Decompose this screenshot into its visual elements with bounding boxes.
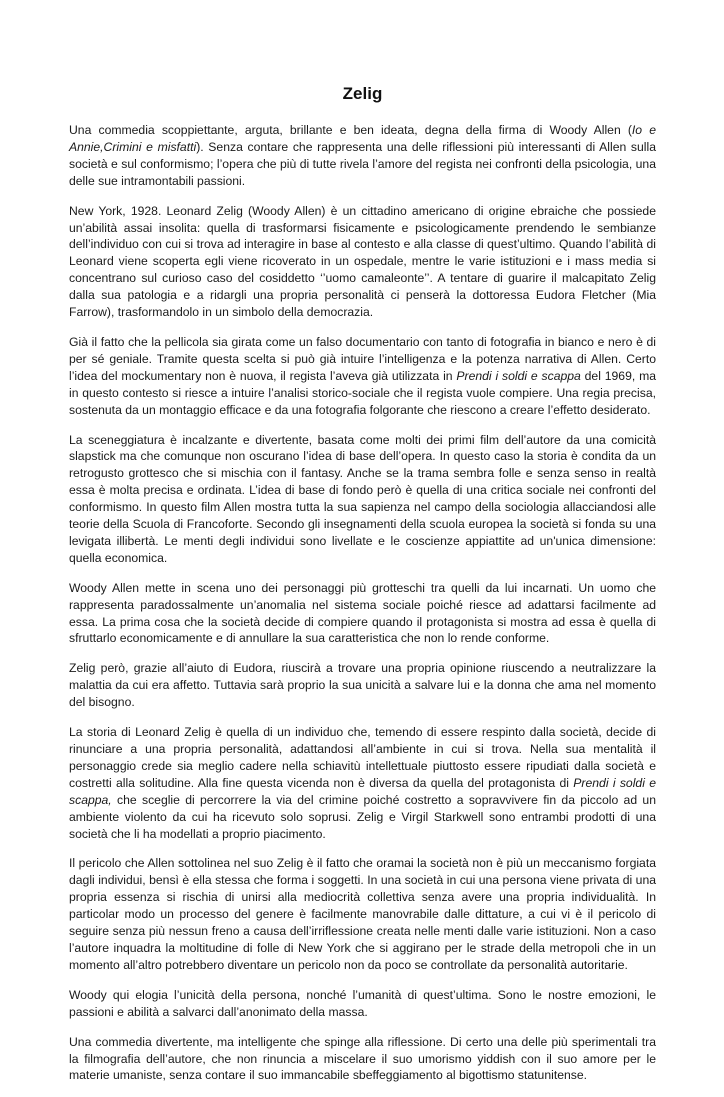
document-page — [69, 84, 656, 1097]
paragraph-4 — [69, 432, 656, 567]
text-run: Una commedia divertente, ma intelligente che spinge alla riflessione. Di certo una delle più sperimentali tra la filmografia dell’autore, che non rinuncia a miscelare il suo umorismo yiddish con il suo amore per le materie umaniste, senza contare il suo immancabile sbeffeggiamento al bigottismo statunitense. — [69, 1034, 656, 1083]
text-run: New York, 1928. Leonard Zelig (Woody Allen) è un cittadino americano di origine ebraiche che possiede un’abilità assai insolita: quella di trasformarsi fisicamente e psicologicamente prendendo le sembianze dell’individuo con cui si trova ad interagire in base al contesto e alla classe di quest’ultimo. Quando l’abilità di Leonard viene scoperta egli viene ricoverato in un ospedale, mentre le varie istituzioni e i mass media si concentrano sul curioso caso del cosiddetto ‘’uomo camaleonte’’. A tentare di guarire il malcapitato Zelig dalla sua patologia e a ridargli una propria personalità ci penserà la dottoressa Eudora Fletcher (Mia Farrow), trasformandolo in un simbolo della democrazia. — [69, 203, 656, 320]
document-title: Zelig — [342, 84, 383, 103]
film-titles: Io e Annie,Crimini e misfatti — [69, 123, 656, 154]
text-run: Zelig però, grazie all’aiuto di Eudora, riuscirà a trovare una propria opinione riuscendo a neutralizzare la malattia da cui era affetto. Tuttavia sarà proprio la sua unicità a salvare lui e la donna che ama nel momento del bisogno. — [69, 661, 656, 710]
text-run: Woody qui elogia l’unicità della persona, nonché l’umanità di quest’ultima. Sono le nostre emozioni, le passioni e abilità a salvarci dall’anonimato della massa. — [69, 987, 656, 1019]
text-run: ). Senza contare che rappresenta una delle riflessioni più interessanti di Allen sulla società e sul conformismo; l’opera che più di tutte rivela l’amore del regista nei confronti della psicologia, una delle sue intramontabili passioni. — [69, 139, 656, 188]
paragraph-2 — [69, 203, 656, 321]
text-run: La storia di Leonard Zelig è quella di un individuo che, temendo di essere respinto dalla società, decide di rinunciare a una propria personalità, adattandosi all’ambiente in cui si trova. Nella sua mentalità il personaggio crede sia meglio cadere nella schiavitù intellettuale piuttosto essere ripudiati dalla società e costretti alla solitudine. Alla fine questa vicenda non è diversa da quella del protagonista di — [69, 725, 656, 790]
paragraph-3 — [69, 334, 656, 419]
text-run: del 1969, ma in questo contesto si riesce a intuire l’analisi storico-sociale che il regista vuole compiere. Una regia precisa, sostenuta da un montaggio efficace e da una fotografia folgorante che riescono a creare l’effetto desiderato. — [69, 368, 656, 417]
text-run: Già il fatto che la pellicola sia girata come un falso documentario con tanto di fotografia in bianco e nero è di per sé geniale. Tramite questa scelta si può già intuire l’intelligenza e la potenza narrativa di Allen. Certo l’idea del mockumentary non è nuova, il regista l’aveva già utilizzata in — [69, 334, 656, 383]
paragraph-1 — [69, 122, 656, 190]
film-title: Prendi i soldi e scappa — [456, 368, 581, 383]
paragraph-8 — [69, 855, 656, 973]
paragraph-7 — [69, 724, 656, 842]
text-run: La sceneggiatura è incalzante e divertente, basata come molti dei primi film dell’autore da una comicità slapstick ma che comunque non oscurano l’idea di base dell’opera. In questo caso la storia è condita da un retrogusto grottesco che si mischia con il fantasy. Anche se la trama sembra folle e senza senso in realtà essa è molta precisa e ordinata. L’idea di base di fondo però è quella di una critica sociale nei confronti del conformismo. In questo film Allen mostra tutta la sua sapienza nel campo della sociologia allacciandosi alle teorie della Scuola di Francoforte. Secondo gli insegnamenti della scuola europea la società si fonda su una levigata illibertà. Le menti degli individui sono livellate e le coscienze appiattite ad un'unica dimensione: quella economica. — [69, 432, 656, 565]
text-run: Una commedia scoppiettante, arguta, brillante e ben ideata, degna della firma di Woody Allen ( — [69, 123, 632, 137]
text-run: che sceglie di percorrere la via del crimine poiché costretto a sopravvivere fin da piccolo ad un ambiente violento da cui ha ricevuto solo soprusi. Zelig e Virgil Starkwell sono entrambi prodotti di una società che li ha modellati a proprio piacimento. — [69, 792, 656, 841]
paragraph-10 — [69, 1034, 656, 1085]
paragraph-9 — [69, 987, 656, 1021]
text-run: Il pericolo che Allen sottolinea nel suo Zelig è il fatto che oramai la società non è più un meccanismo forgiata dagli individui, bensì è ella stessa che forma i soggetti. In una società in cui una persona viene privata di una propria essenza si rischia di unirsi alla mediocrità collettiva senza avere una propria individualità. In particolar modo un processo del genere è facilmente manovrabile dalle dittature, a cui vi è il pericolo di seguire senza più nessun freno a causa dell’irriflessione creata nelle menti dalle varie istituzioni. Non a caso l’autore inquadra la moltitudine di folle di New York che si aggirano per le strade della metropoli che in un momento all’altro potrebbero diventare un pericolo non da poco se controllate da personalità autoritarie. — [69, 856, 656, 972]
text-run: Woody Allen mette in scena uno dei personaggi più grotteschi tra quelli da lui incarnati. Un uomo che rappresenta paradossalmente un’anomalia nel sistema sociale poiché riesce ad adattarsi facilmente ad essa. La prima cosa che la società decide di compiere quando il protagonista si mostra ad essa è quella di sfruttarlo economicamente e di annullare la sua caratteristica che non lo rende conforme. — [69, 580, 656, 646]
film-title: Prendi i soldi e scappa, — [69, 775, 656, 807]
paragraph-6 — [69, 660, 656, 711]
paragraph-5 — [69, 580, 656, 648]
